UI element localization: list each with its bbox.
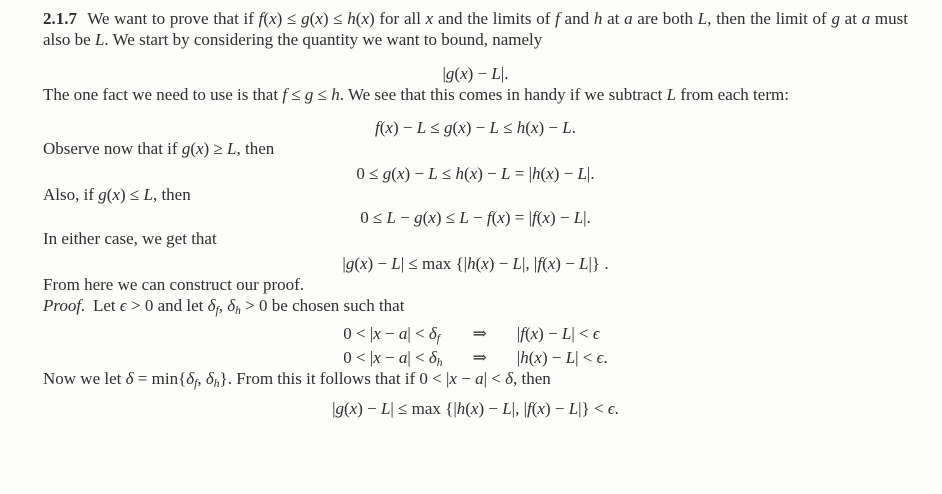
condition-h-lhs: $0 < |x - a| < \delta_h$ bbox=[343, 348, 443, 370]
paragraph-min-delta: Now we let $\delta = \min\{\delta_f$, $\delta_h$}. From this it follows that if 0 < |x − a| < δ, then bbox=[43, 369, 551, 391]
equation-quantity-to-bound: |g(x) − L|. bbox=[442, 64, 509, 83]
paragraph-either-case: In either case, we get that bbox=[43, 229, 217, 248]
condition-f-lhs: $0 < |x - a| < \delta_f$ bbox=[343, 324, 440, 346]
condition-h-rhs: |h(x) − L| < ϵ. bbox=[516, 348, 608, 367]
proof-setup-text: Let ϵ > 0 and let $\delta_f$, $\delta_h > 0$ be chosen such that bbox=[92, 296, 405, 318]
proof-label: Proof. bbox=[43, 296, 86, 315]
paragraph-observe-ge: Observe now that if g(x) ≥ L, then bbox=[43, 139, 275, 158]
implies-arrow: ⇒ bbox=[472, 348, 487, 367]
equation-case-g-ge-l: 0 ≤ g(x) − L ≤ h(x) − L = |h(x) − L|. bbox=[356, 164, 595, 183]
problem-number: 2.1.7 bbox=[43, 9, 77, 28]
equation-max-bound: |g(x) − L| ≤ max {|h(x) − L|, |f(x) − L|} . bbox=[342, 254, 609, 273]
paragraph-intro bbox=[43, 8, 908, 50]
delta-conditions-block bbox=[43, 323, 908, 368]
paragraph-proof-start bbox=[43, 295, 908, 316]
paragraph-also-le: Also, if g(x) ≤ L, then bbox=[43, 185, 191, 204]
equation-case-g-le-l: 0 ≤ L − g(x) ≤ L − f(x) = |f(x) − L|. bbox=[360, 208, 591, 227]
condition-f-rhs: |f(x) − L| < ϵ bbox=[516, 324, 600, 343]
paragraph-intro-text: We want to prove that if f(x) ≤ g(x) ≤ h(x) for all x and the limits of f and h at a are both L, then the limit of g at a must also be L. We start by considering the quantity we want to bound, namely bbox=[43, 9, 908, 49]
implies-arrow: ⇒ bbox=[472, 324, 487, 343]
equation-final-squeeze: |g(x) − L| ≤ max {|h(x) − L|, |f(x) − L|} < ϵ. bbox=[332, 399, 619, 418]
equation-subtract-l: f(x) − L ≤ g(x) − L ≤ h(x) − L. bbox=[375, 118, 576, 137]
paragraph-one-fact: The one fact we need to use is that f ≤ g ≤ h. We see that this comes in handy if we subtract L from each term: bbox=[43, 85, 789, 104]
paragraph-construct-proof: From here we can construct our proof. bbox=[43, 275, 305, 294]
